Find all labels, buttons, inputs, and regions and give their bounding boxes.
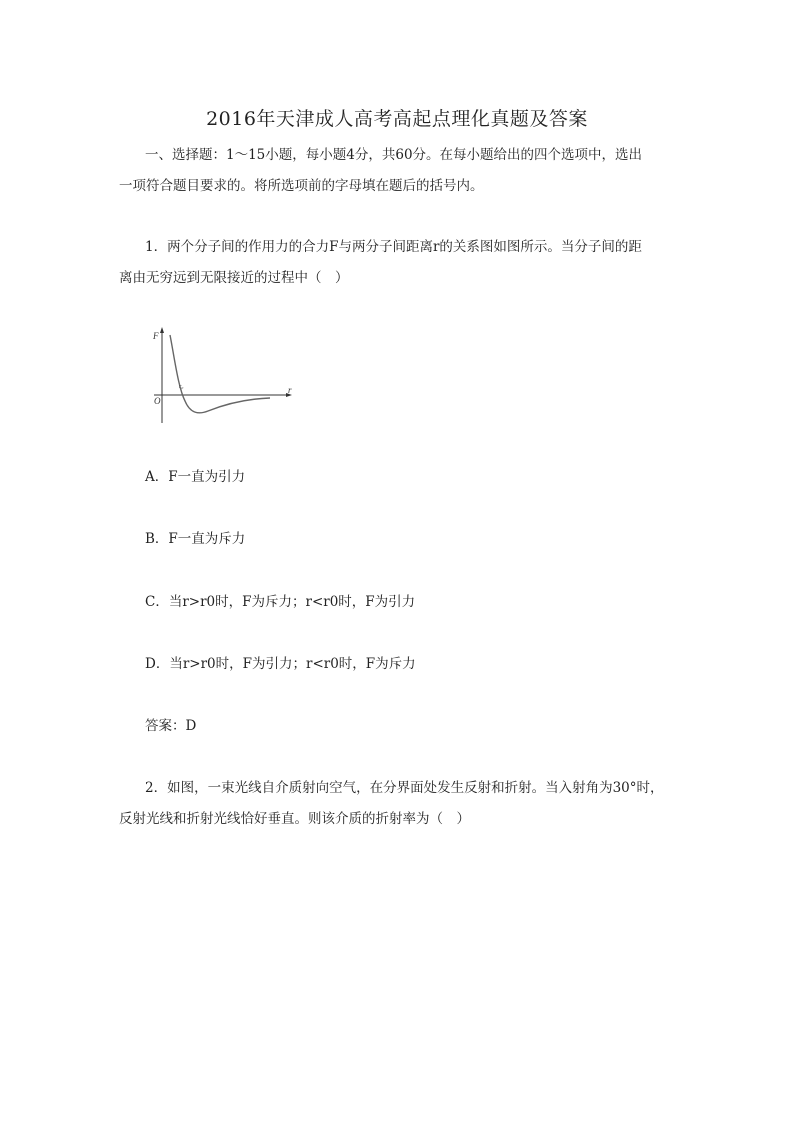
question-1-option-d: D．当r>r0时，F为引力；r<r0时，F为斥力 [145, 656, 416, 672]
question-2-line-2: 反射光线和折射光线恰好垂直。则该介质的折射率为（ ） [119, 811, 470, 827]
question-1-answer: 答案：D [145, 718, 197, 734]
origin-label: O [154, 396, 161, 406]
section-instruction-line-2: 一项符合题目要求的。将所选项前的字母填在题后的括号内。 [119, 178, 484, 194]
x-axis-label: r [288, 385, 292, 395]
force-curve [170, 335, 270, 413]
question-1-option-c: C．当r>r0时，F为斥力；r<r0时，F为引力 [145, 594, 416, 610]
question-1-option-b: B．F一直为斥力 [145, 531, 246, 547]
r0-label: r₀ [179, 384, 184, 390]
question-1-option-a: A．F一直为引力 [145, 469, 246, 485]
y-axis-arrow [160, 327, 164, 333]
force-distance-graph [148, 325, 298, 425]
page-title: 2016年天津成人高考高起点理化真题及答案 [206, 108, 588, 130]
question-2-line-1: 2．如图，一束光线自介质射向空气，在分界面处发生反射和折射。当入射角为30°时， [145, 780, 664, 796]
question-1-line-2: 离由无穷远到无限接近的过程中（ ） [119, 270, 349, 286]
y-axis-label: F [153, 331, 159, 341]
section-instruction-line-1: 一、选择题：1～15小题，每小题4分，共60分。在每小题给出的四个选项中，选出 [145, 147, 643, 163]
question-1-line-1: 1．两个分子间的作用力的合力F与两分子间距离r的关系图如图所示。当分子间的距 [145, 239, 642, 255]
